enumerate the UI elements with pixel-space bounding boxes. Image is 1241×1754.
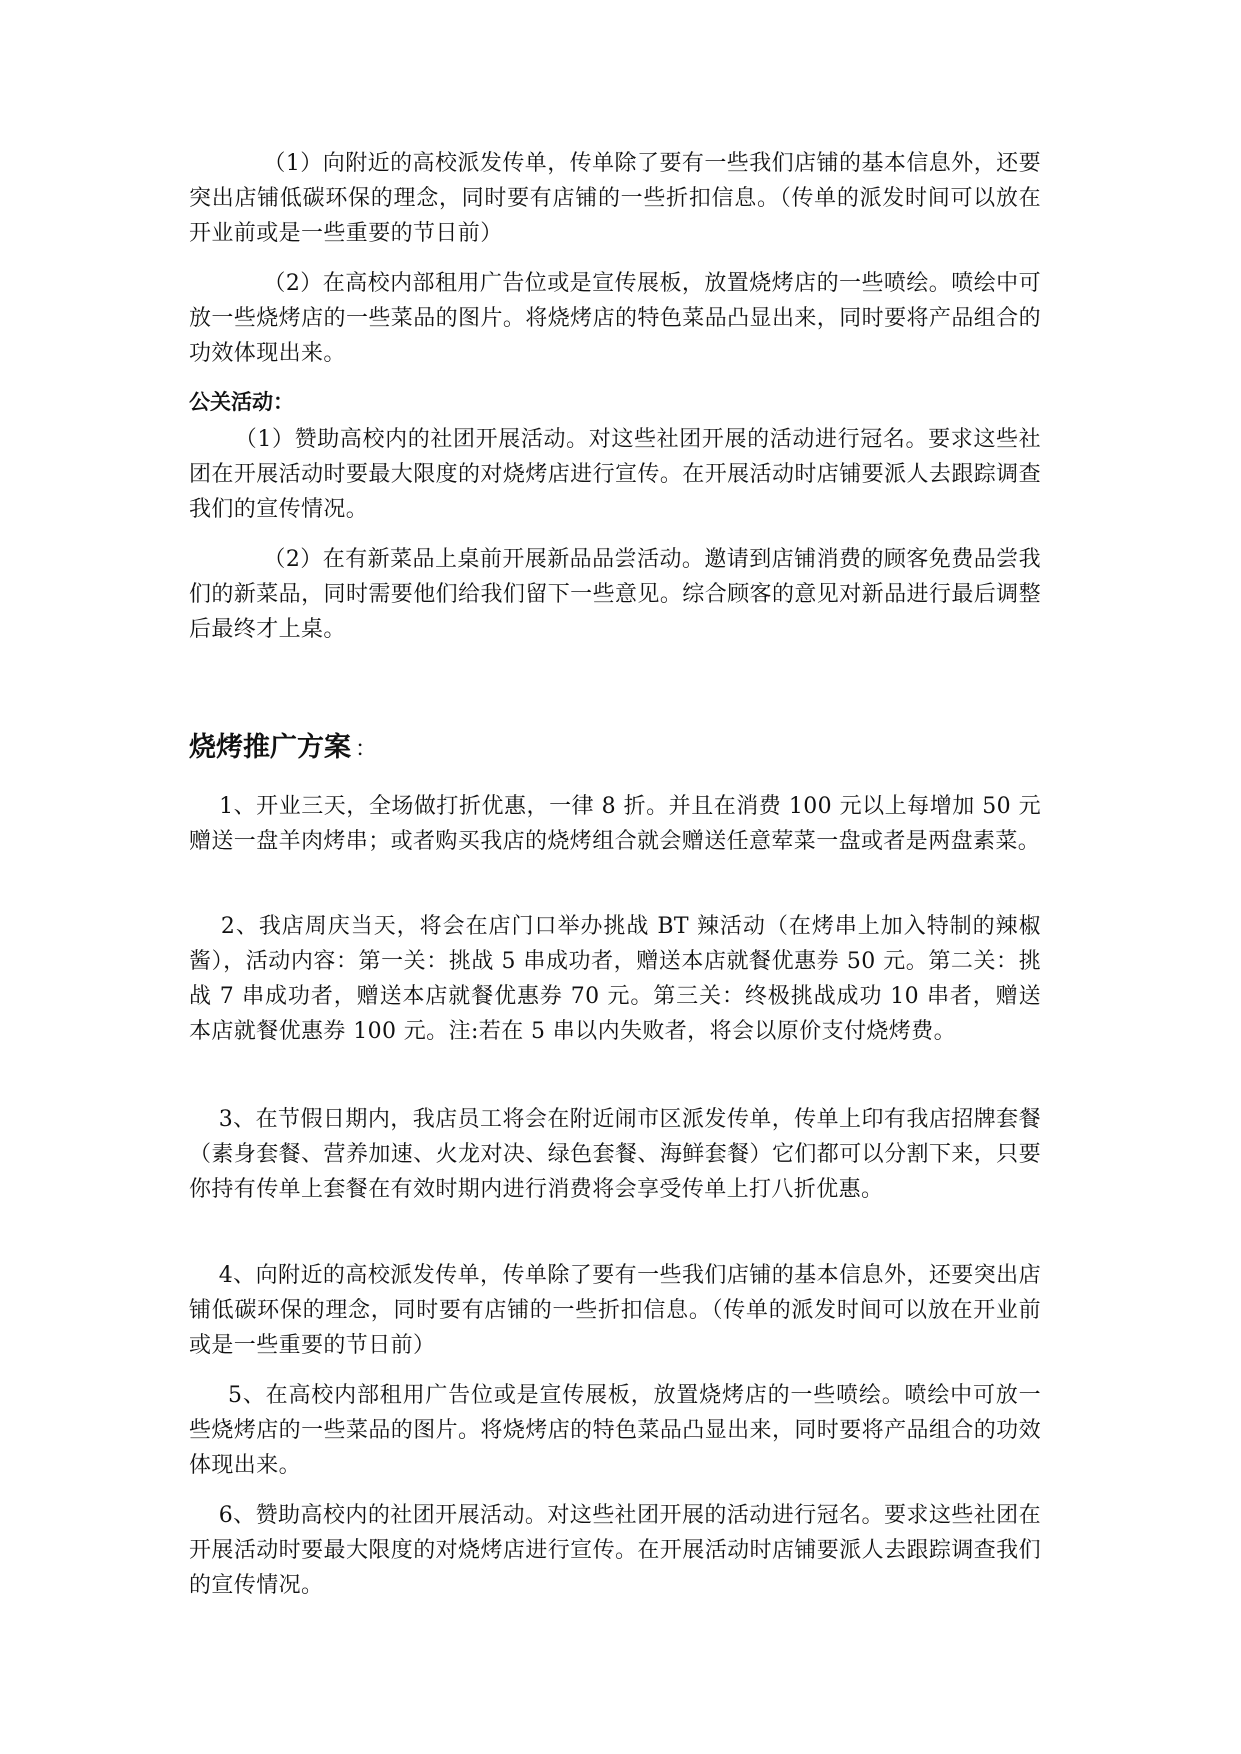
list-item-5: 5、在高校内部租用广告位或是宣传展板，放置烧烤店的一些喷绘。喷绘中可放一些烧烤店的一些菜品的图片。将烧烤店的特色菜品凸显出来，同时要将产品组合的功效体现出来。 — [189, 1383, 1041, 1478]
list-item-4: 4、向附近的高校派发传单，传单除了要有一些我们店铺的基本信息外，还要突出店铺低碳环保的理念，同时要有店铺的一些折扣信息。（传单的派发时间可以放在开业前或是一些重要的节日前） — [189, 1263, 1041, 1358]
paragraph-flyers: （1）向附近的高校派发传单，传单除了要有一些我们店铺的基本信息外，还要突出店铺低碳环保的理念，同时要有店铺的一些折扣信息。（传单的派发时间可以放在开业前或是一些重要的节日前） — [189, 151, 1041, 246]
section-heading-pr: 公关活动： — [189, 390, 294, 414]
heading-text: 烧烤推广方案 — [189, 732, 351, 763]
list-item-1: 1、开业三天，全场做打折优惠，一律 8 折。并且在消费 100 元以上每增加 50 元赠送一盘羊肉烤串；或者购买我店的烧烤组合就会赠送任意荤菜一盘或者是两盘素菜。 — [189, 794, 1042, 854]
section-heading-bbq-plan — [189, 728, 377, 770]
paragraph-sponsor-clubs: （1）赞助高校内的社团开展活动。对这些社团开展的活动进行冠名。要求这些社团在开展活动时要最大限度的对烧烤店进行宣传。在开展活动时店铺要派人去跟踪调查我们的宣传情况。 — [189, 427, 1042, 522]
heading-colon: ： — [355, 737, 378, 762]
list-item-2: 2、我店周庆当天，将会在店门口举办挑战 BT 辣活动（在烤串上加入特制的辣椒酱），活动内容：第一关：挑战 5 串成功者，赠送本店就餐优惠券 50 元。第二关：挑战 7 串成功者，赠送本店就餐优惠券 70 元。第三关：终极挑战成功 10 串者，赠送本店就餐优惠券 100 元。注:若在 5 串以内失败者，将会以原价支付烧烤费。 — [189, 914, 1041, 1044]
paragraph-tasting-event: （2）在有新菜品上桌前开展新品品尝活动。邀请到店铺消费的顾客免费品尝我们的新菜品，同时需要他们给我们留下一些意见。综合顾客的意见对新品进行最后调整后最终才上桌。 — [189, 547, 1041, 642]
paragraph-billboards: （2）在高校内部租用广告位或是宣传展板，放置烧烤店的一些喷绘。喷绘中可放一些烧烤店的一些菜品的图片。将烧烤店的特色菜品凸显出来，同时要将产品组合的功效体现出来。 — [189, 271, 1041, 366]
list-item-6: 6、赞助高校内的社团开展活动。对这些社团开展的活动进行冠名。要求这些社团在开展活动时要最大限度的对烧烤店进行宣传。在开展活动时店铺要派人去跟踪调查我们的宣传情况。 — [189, 1503, 1041, 1598]
list-item-3: 3、在节假日期内，我店员工将会在附近闹市区派发传单，传单上印有我店招牌套餐（素身套餐、营养加速、火龙对决、绿色套餐、海鲜套餐）它们都可以分割下来，只要你持有传单上套餐在有效时期内进行消费将会享受传单上打八折优惠。 — [189, 1107, 1041, 1202]
